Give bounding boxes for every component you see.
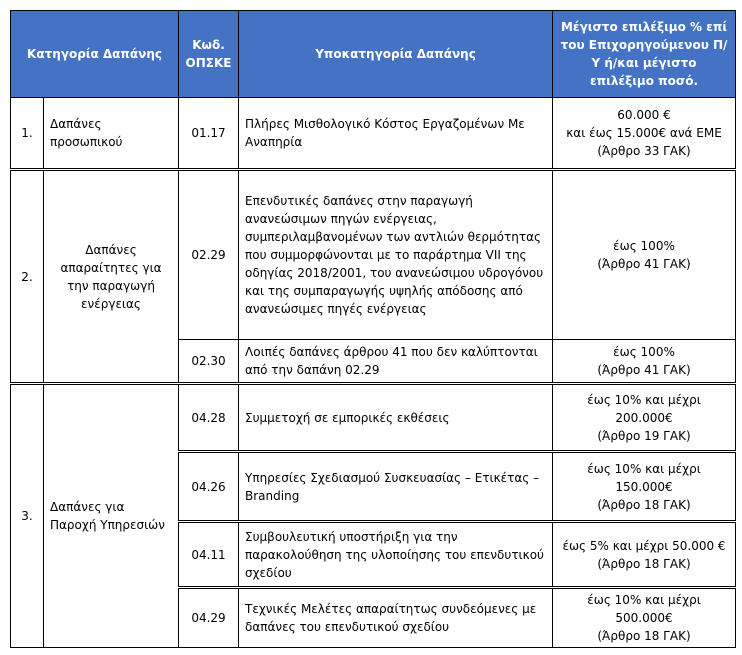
max-line: (Άρθρο 18 ΓΑΚ) — [597, 497, 691, 512]
subcategory-cell: Συμβουλευτική υποστήριξη για την παρακολούθηση της υλοποίησης του επενδυτικού σχεδίου — [239, 522, 553, 588]
header-max: Μέγιστο επιλέξιμο % επί του Επιχορηγούμενου Π/Υ ή/και μέγιστο επιλέξιμο ποσό. — [553, 11, 736, 98]
code-cell: 04.29 — [179, 588, 239, 648]
category-cell: Δαπάνες προσωπικού — [44, 98, 179, 170]
table-row — [11, 384, 736, 452]
max-line: (Άρθρο 41 ΓΑΚ) — [597, 363, 691, 377]
subcategory-cell: Τεχνικές Μελέτες απαραίτητως συνδεόμενες με δαπάνες του επενδυτικού σχεδίου — [239, 588, 553, 648]
max-cell — [553, 340, 736, 384]
max-cell — [553, 522, 736, 588]
table-row — [11, 98, 736, 170]
max-line: (Άρθρο 33 ΓΑΚ) — [597, 144, 691, 158]
max-line: 150.000€ — [615, 479, 673, 494]
max-cell — [553, 170, 736, 340]
header-subcategory: Υποκατηγορία Δαπάνης — [239, 11, 553, 98]
header-row — [11, 11, 736, 98]
max-line: έως 10% και μέχρι — [587, 593, 701, 607]
max-line: έως 10% και μέχρι — [587, 392, 701, 407]
row-number: 2. — [11, 170, 44, 384]
row-number: 3. — [11, 384, 44, 648]
code-cell: 01.17 — [179, 98, 239, 170]
header-category: Κατηγορία Δαπάνης — [11, 11, 179, 98]
max-line: (Άρθρο 18 ΓΑΚ) — [597, 556, 691, 571]
subcategory-cell: Λοιπές δαπάνες άρθρου 41 που δεν καλύπτονται από την δαπάνη 02.29 — [239, 340, 553, 384]
code-cell: 02.29 — [179, 170, 239, 340]
category-cell: Δαπάνες για Παροχή Υπηρεσιών — [44, 384, 179, 648]
subcategory-cell: Επενδυτικές δαπάνες στην παραγωγή ανανεώσιμων πηγών ενέργειας, συμπεριλαμβανομένων των αντλιών θερμότητας που συμμορφώνονται με το παράρτημα VII της οδηγίας 2018/2001, του ανανεώσιμου υδρογόνου και της συμπαραγωγής υψηλής απόδοσης από ανανεώσιμες πηγές ενέργειας — [239, 170, 553, 340]
code-cell: 04.28 — [179, 384, 239, 452]
max-line: (Άρθρο 18 ΓΑΚ) — [597, 629, 691, 643]
code-cell: 04.26 — [179, 452, 239, 522]
max-line: (Άρθρο 19 ΓΑΚ) — [597, 428, 691, 443]
subcategory-cell: Υπηρεσίες Σχεδιασμού Συσκευασίας – Ετικέτας – Branding — [239, 452, 553, 522]
expense-table — [10, 10, 736, 648]
max-line: έως 100% — [613, 239, 675, 253]
max-cell — [553, 98, 736, 170]
max-line: και έως 15.000€ ανά ΕΜΕ — [566, 126, 722, 140]
max-cell — [553, 588, 736, 648]
max-cell — [553, 452, 736, 522]
code-cell: 02.30 — [179, 340, 239, 384]
max-line: 60.000 € — [617, 108, 671, 122]
category-cell: Δαπάνες απαραίτητες για την παραγωγή ενέργειας — [44, 170, 179, 384]
max-cell — [553, 384, 736, 452]
row-number: 1. — [11, 98, 44, 170]
max-line: (Άρθρο 41 ΓΑΚ) — [597, 257, 691, 271]
subcategory-cell: Πλήρες Μισθολογικό Κόστος Εργαζομένων Με Αναπηρία — [239, 98, 553, 170]
max-line: έως 5% και μέχρι 50.000 € — [562, 538, 726, 553]
max-line: 200.000€ — [615, 410, 673, 425]
code-cell: 04.11 — [179, 522, 239, 588]
subcategory-cell: Συμμετοχή σε εμπορικές εκθέσεις — [239, 384, 553, 452]
table-row — [11, 170, 736, 340]
max-line: 500.000€ — [615, 611, 673, 625]
max-line: έως 100% — [613, 345, 675, 359]
max-line: έως 10% και μέχρι — [587, 461, 701, 476]
header-code: Κωδ. ΟΠΣΚΕ — [179, 11, 239, 98]
